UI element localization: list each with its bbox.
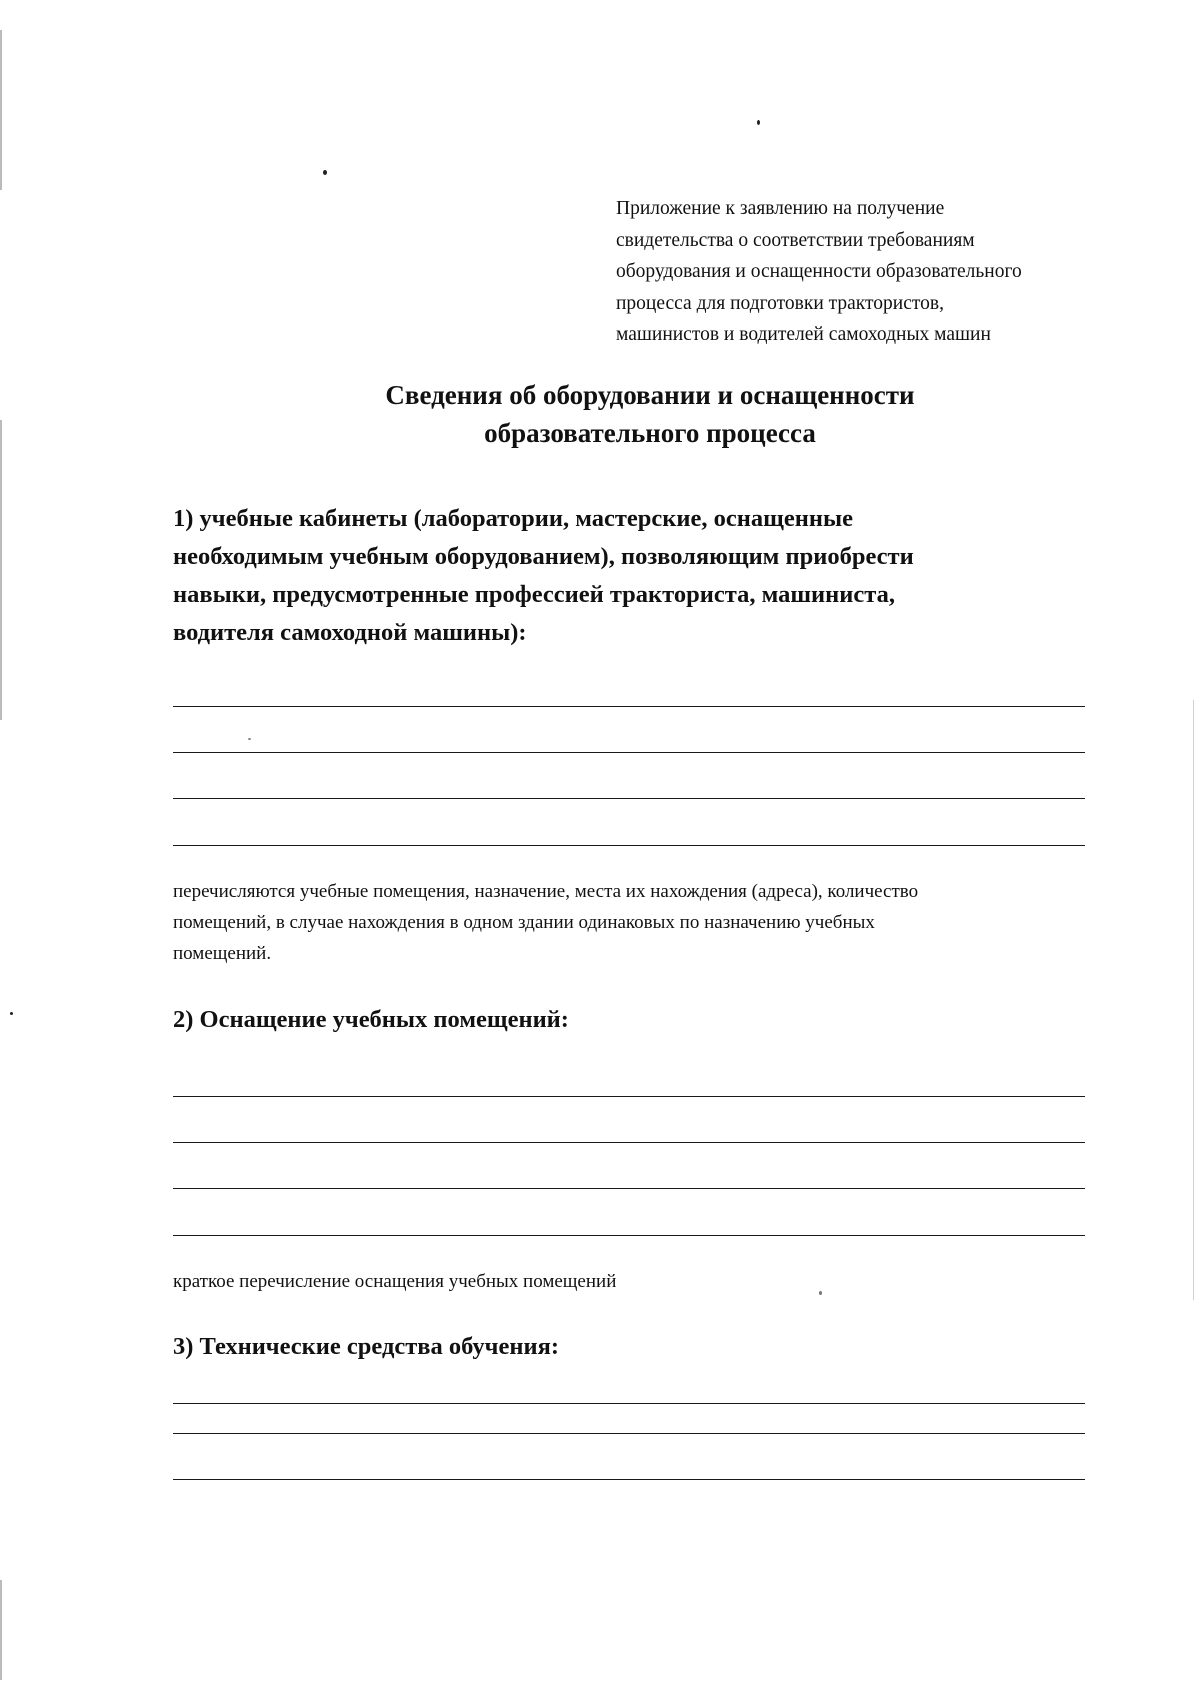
scan-speck <box>757 120 760 125</box>
section-2-fill-line[interactable] <box>173 1235 1085 1236</box>
section-2-hint <box>173 1266 616 1297</box>
section-2-heading <box>173 1001 569 1039</box>
section-3-heading <box>173 1328 559 1366</box>
section-1-fill-line[interactable] <box>173 706 1085 707</box>
appendix-line: машинистов и водителей самоходных машин <box>616 324 991 345</box>
hint-line: помещений, в случае нахождения в одном здании одинаковых по назначению учебных <box>173 912 875 933</box>
scan-speck <box>10 1012 13 1015</box>
section-3-fill-line[interactable] <box>173 1403 1085 1404</box>
title-line: Сведения об оборудовании и оснащенности <box>385 380 915 410</box>
section-2-fill-line[interactable] <box>173 1096 1085 1097</box>
scan-edge-mark <box>1193 700 1194 1300</box>
section-3-fill-line[interactable] <box>173 1433 1085 1434</box>
section-2-fill-line[interactable] <box>173 1142 1085 1143</box>
scan-edge-mark <box>0 30 2 190</box>
scan-edge-mark <box>0 1580 2 1680</box>
appendix-line: оборудования и оснащенности образовательного <box>616 261 1022 282</box>
heading-line: 1) учебные кабинеты (лаборатории, мастерские, оснащенные <box>173 505 853 532</box>
hint-line: краткое перечисление оснащения учебных помещений <box>173 1271 617 1292</box>
section-3-fill-line[interactable] <box>173 1479 1085 1480</box>
heading-line: 2) Оснащение учебных помещений: <box>173 1006 569 1033</box>
scan-speck <box>819 1291 822 1295</box>
hint-line: помещений. <box>173 943 272 964</box>
section-1-heading <box>173 500 914 652</box>
heading-line: навыки, предусмотренные профессией тракториста, машиниста, <box>173 581 895 608</box>
heading-line: необходимым учебным оборудованием), позволяющим приобрести <box>173 543 914 570</box>
scan-speck <box>323 170 327 175</box>
appendix-line: Приложение к заявлению на получение <box>616 198 945 219</box>
heading-line: 3) Технические средства обучения: <box>173 1333 560 1360</box>
section-2-fill-line[interactable] <box>173 1188 1085 1189</box>
scan-edge-mark <box>0 420 2 720</box>
section-1-fill-line[interactable] <box>173 845 1085 846</box>
scan-speck <box>248 738 251 740</box>
heading-line: водителя самоходной машины): <box>173 619 527 646</box>
section-1-fill-line[interactable] <box>173 798 1085 799</box>
hint-line: перечисляются учебные помещения, назначение, места их нахождения (адреса), количество <box>173 881 919 902</box>
appendix-note <box>616 193 1136 351</box>
appendix-line: процесса для подготовки трактористов, <box>616 292 944 314</box>
appendix-line: свидетельства о соответствии требованиям <box>616 229 975 251</box>
section-1-hint <box>173 876 918 969</box>
document-title <box>200 376 1100 452</box>
title-line: образовательного процесса <box>484 418 816 448</box>
section-1-fill-line[interactable] <box>173 752 1085 753</box>
